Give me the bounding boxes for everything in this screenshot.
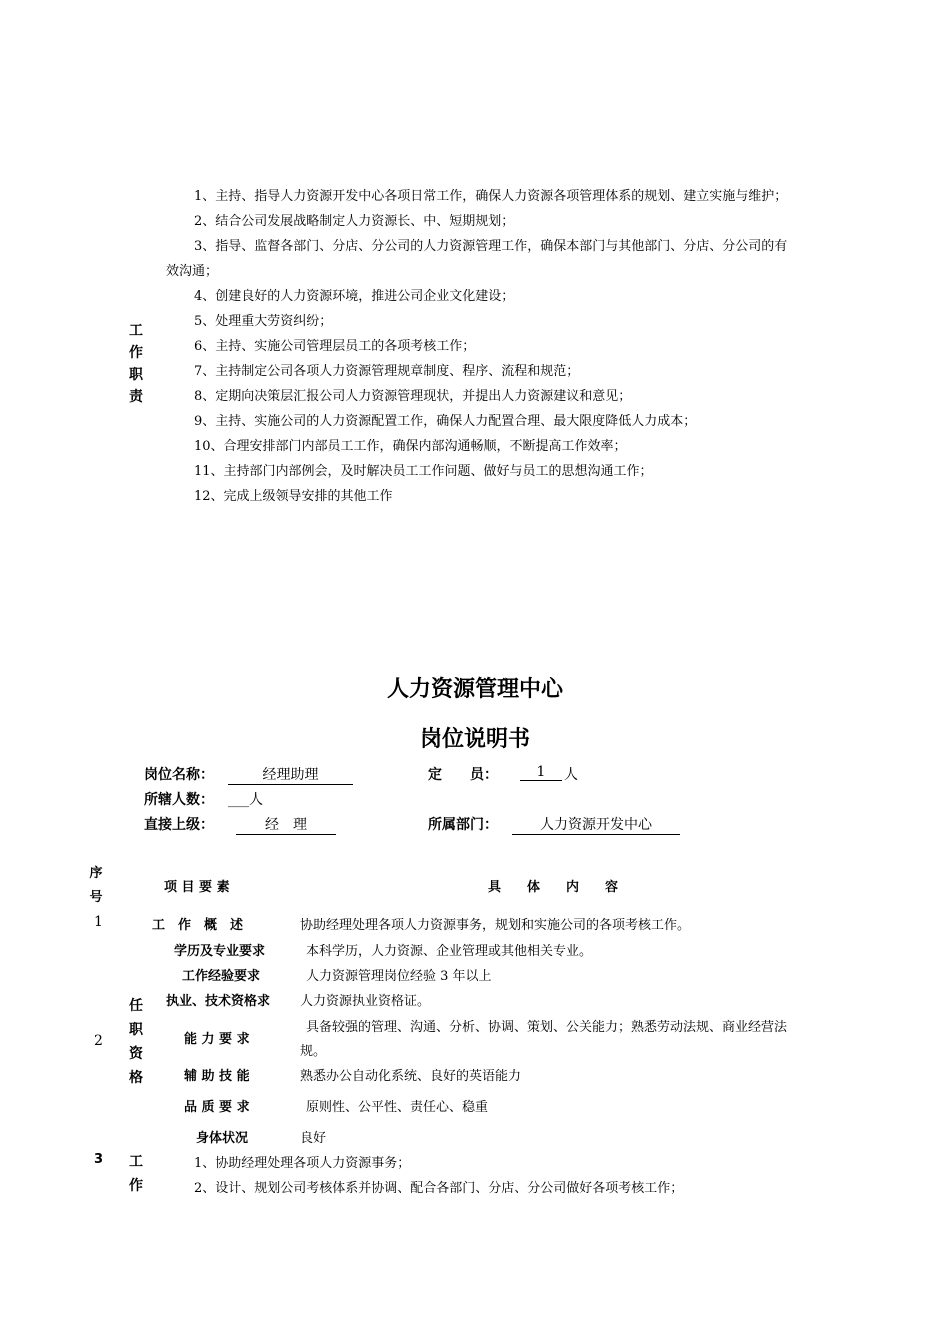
row1-seq: 1: [94, 914, 103, 930]
duty-item: 5、处理重大劳资纠纷；: [194, 314, 333, 329]
group-char: 格: [129, 1070, 143, 1086]
position-label: 岗位名称：: [144, 767, 214, 783]
duty-item: 10、合理安排部门内部员工工作，确保内部沟通畅顺，不断提高工作效率；: [194, 439, 627, 454]
document-title: 人力资源管理中心: [386, 677, 563, 702]
item-column-header: 项 目 要 素: [164, 880, 230, 895]
quota-label: 定 员：: [428, 767, 498, 783]
work-item: 2、设计、规划公司考核体系并协调、配合各部门、分店、分公司做好各项考核工作；: [194, 1181, 684, 1196]
seq-column-header: [88, 862, 104, 910]
qual-item: 品 质 要 求: [184, 1100, 250, 1115]
qual-content: 原则性、公平性、责任心、稳重: [306, 1100, 489, 1115]
duty-item: 11、主持部门内部例会，及时解决员工工作问题、做好与员工的思想沟通工作；: [194, 464, 653, 479]
quota-value: 1: [520, 764, 562, 781]
group-char: 工: [129, 1154, 143, 1170]
qual-content: 人力资源执业资格证。: [300, 994, 431, 1009]
group-char: 资: [129, 1046, 143, 1062]
supervisor-label: 直接上级：: [144, 817, 214, 833]
top-vertical-label: [128, 320, 144, 408]
vertical-char: 责: [129, 389, 143, 405]
qual-content: 良好: [300, 1131, 327, 1146]
row1-item: 工 作 概 述: [152, 918, 244, 933]
document-subtitle: 岗位说明书: [419, 727, 530, 752]
supervisor-value: 经 理: [236, 814, 336, 835]
work-item: 1、协助经理处理各项人力资源事务；: [194, 1156, 411, 1171]
duty-item: 9、主持、实施公司的人力资源配置工作，确保人力配置合理、最大限度降低人力成本；: [194, 414, 697, 429]
qual-item: 辅 助 技 能: [184, 1069, 250, 1084]
qual-item: 工作经验要求: [182, 969, 261, 984]
duty-item: 2、结合公司发展战略制定人力资源长、中、短期规划；: [194, 214, 515, 229]
quota-unit: 人: [564, 767, 578, 783]
qual-content: 熟悉办公自动化系统、良好的英语能力: [300, 1069, 522, 1084]
row2-seq: 2: [94, 1033, 103, 1049]
duty-item: 8、定期向决策层汇报公司人力资源管理现状，并提出人力资源建议和意见；: [194, 389, 632, 404]
vertical-char: 职: [129, 367, 143, 383]
qual-content: 人力资源管理岗位经验 3 年以上: [306, 969, 492, 984]
duty-item: 1、主持、指导人力资源开发中心各项日常工作，确保人力资源各项管理体系的规划、建立实施与维护；: [194, 189, 788, 204]
qual-content-continued: 规。: [300, 1044, 327, 1059]
duty-item: 12、完成上级领导安排的其他工作: [194, 489, 393, 504]
subordinates-value: ___人: [228, 792, 263, 808]
qual-content: 本科学历，人力资源、企业管理或其他相关专业。: [306, 944, 593, 959]
row3-seq: 3: [94, 1152, 104, 1167]
row3-group-label: [128, 1150, 144, 1198]
vertical-char: 工: [129, 323, 143, 339]
duty-item: 6、主持、实施公司管理层员工的各项考核工作；: [194, 339, 476, 354]
qual-content: 具备较强的管理、沟通、分析、协调、策划、公关能力；熟悉劳动法规、商业经营法: [306, 1020, 788, 1035]
qual-item: 身体状况: [196, 1131, 249, 1146]
group-char: 任: [129, 998, 143, 1014]
qual-item: 学历及专业要求: [174, 944, 266, 959]
row2-group-label: [128, 994, 144, 1090]
duty-item: 7、主持制定公司各项人力资源管理规章制度、程序、流程和规范；: [194, 364, 580, 379]
department-label: 所属部门：: [428, 817, 498, 833]
group-char: 职: [129, 1022, 143, 1038]
qual-item: 执业、技术资格求: [166, 994, 271, 1009]
header-char: 号: [89, 890, 103, 905]
row1-content: 协助经理处理各项人力资源事务，规划和实施公司的各项考核工作。: [300, 918, 691, 933]
header-char: 序: [89, 866, 103, 881]
duty-item: 效沟通；: [166, 264, 219, 279]
content-column-header: 具 体 内 容: [488, 880, 619, 895]
position-value: 经理助理: [228, 764, 353, 785]
department-value: 人力资源开发中心: [512, 814, 680, 835]
duty-item: 4、创建良好的人力资源环境，推进公司企业文化建设；: [194, 289, 515, 304]
vertical-char: 作: [129, 345, 143, 361]
qual-item: 能 力 要 求: [184, 1032, 250, 1047]
group-char: 作: [129, 1178, 143, 1194]
subordinates-label: 所辖人数：: [144, 792, 214, 808]
duty-item: 3、指导、监督各部门、分店、分公司的人力资源管理工作，确保本部门与其他部门、分店、分公司的有: [194, 239, 788, 254]
